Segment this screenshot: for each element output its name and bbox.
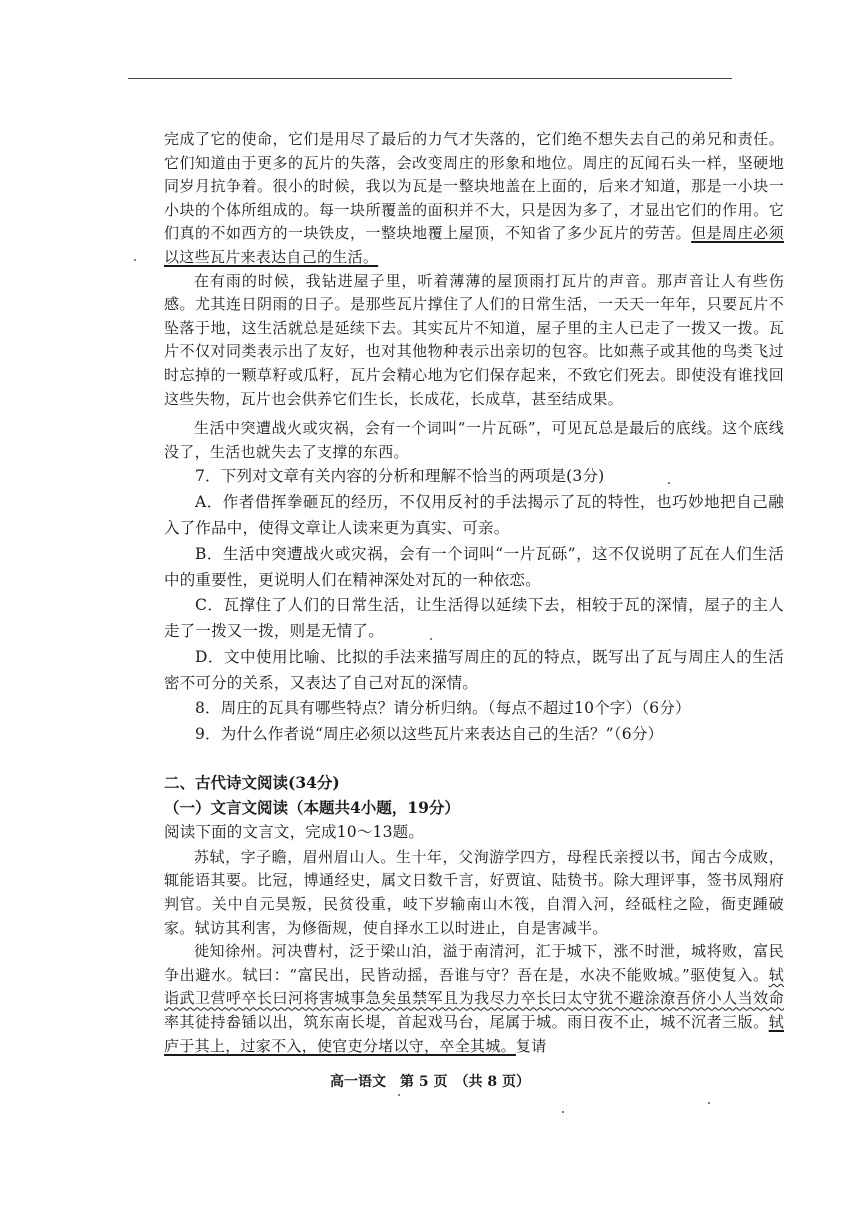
scan-speck [562, 1111, 564, 1113]
classical-text: 徙知徐州。河决曹村，泛于梁山泊，溢于南清河，汇于城下，涨不时泄，城将败，富民争出避水。轼曰：“富民出，民皆动摇，吾谁与守？吾在是，水决不能败城。”驱使复入。 [164, 942, 784, 984]
passage-paragraph-2: 在有雨的时候，我钻进屋子里，听着薄薄的屋顶雨打瓦片的声音。那声音让人有些伤感。尤其连日阴雨的日子。是那些瓦片撑住了人们的日常生活，一天天一年年，只要瓦片不坠落于地，这生活就总是延续下去。其实瓦片不知道，屋子里的主人已走了一拨又一拨。瓦片不仅对同类表示出了友好，也对其他物种表示出亲切的包容。比如燕子或其他的鸟类飞过时忘掉的一颗草籽或瓜籽，瓦片会精心地为它们保存起来，不致它们死去。即使没有谁找回这些失物，瓦片也会供养它们生长，长成花，长成草，甚至结成果。 [164, 271, 784, 408]
classical-paragraph-1: 苏轼，字子瞻，眉州眉山人。生十年，父洵游学四方，母程氏亲授以书，闻古今成败，辄能语其要。比冠，博通经史，属文日数千言，好贾谊、陆贽书。除大理评事，签书凤翔府判官。关中自元昊叛，民贫役重，岐下岁输南山木筏，自渭入河，经砥柱之险，衙吏踵破家。轼访其利害，为修衙规，使自择水工以时进止，自是害减半。 [164, 847, 784, 937]
question-9: 9．为什么作者说“周庄必须以这些瓦片来表达自己的生活？”（6分） [195, 725, 664, 744]
page-footer: 高一语文 第 5 页 （共 8 页） [330, 1074, 530, 1090]
section-title: 二、古代诗文阅读(34分) [164, 773, 340, 793]
classical-paragraph-2 [164, 940, 784, 1058]
passage-paragraph-3: 生活中突遭战火或灾祸，会有一个词叫“一片瓦砾”，可见瓦总是最后的底线。这个底线没了，生活也就失去了支撑的东西。 [164, 419, 784, 461]
question-8: 8．周庄的瓦具有哪些特点？请分析归纳。（每点不超过10个字）（6分） [195, 699, 691, 718]
underlined-sentence: 轼庐于其上，过家不入，使官吏分堵以守，卒全其城。 [164, 1013, 784, 1055]
classical-text: 复请 [515, 1036, 547, 1055]
scan-speck [668, 482, 670, 484]
passage-text: 完成了它的使命，它们是用尽了最后的力气才失落的，它们绝不想失去自己的弟兄和责任。它们知道由于更多的瓦片的失落，会改变周庄的形象和地位。周庄的瓦闻石头一样，坚硬地同岁月抗争着。很小的时候，我以为瓦是一整块地盖在上面的，后来才知道，那是一小块一小块的个体所组成的。每一块所覆盖的面积并不大，只是因为多了，才显出它们的作用。它们真的不如西方的一块铁皮，一整块地覆上屋顶，不知省了多少瓦片的劳苦。 [164, 130, 784, 243]
question-7-option-d: D．文中使用比喻、比拟的手法来描写周庄的瓦的特点，既写出了瓦与周庄人的生活密不可分的关系，又表达了自己对瓦的深情。 [164, 647, 784, 692]
question-7-option-a: A．作者借挥拳砸瓦的经历，不仅用反衬的手法揭示了瓦的特性，也巧妙地把自己融入了作品中，使得文章让人读来更为真实、可亲。 [164, 493, 784, 537]
scan-speck [398, 1094, 400, 1096]
question-7: 7．下列对文章有关内容的分析和理解不恰当的两项是(3分) [195, 467, 605, 486]
page-content [164, 128, 784, 1058]
scan-speck [134, 259, 136, 261]
section-instruction: 阅读下面的文言文，完成10～13题。 [164, 823, 425, 842]
scan-speck [430, 638, 432, 640]
underlined-sentence: 但是周庄必须以这些瓦片来表达自己的生活。 [164, 224, 784, 266]
header-rule [128, 78, 732, 79]
wavy-underlined-sentence: 轼诣武卫营呼卒长曰河将害城事急矣虽禁军且为我尽力卒长曰太守犹不避涂潦吾侪小人当效命 [164, 965, 784, 1008]
question-7-option-b: B．生活中突遭战火或灾祸，会有一个词叫“一片瓦砾”，这不仅说明了瓦在人们生活中的重要性，更说明人们在精神深处对瓦的一种依恋。 [164, 544, 784, 589]
question-7-option-c: C．瓦撑住了人们的日常生活，让生活得以延续下去，相较于瓦的深情，屋子的主人走了一拨又一拨，则是无情了。 [164, 596, 784, 641]
subsection-title: （一）文言文阅读（本题共4小题，19分） [164, 798, 460, 818]
classical-text: 率其徒持畚锸以出，筑东南长堤，首起戏马台，尾属于城。雨日夜不止，城不沉者三版。 [164, 1013, 769, 1032]
scan-speck [708, 1102, 710, 1104]
passage-paragraph-1 [164, 128, 784, 270]
